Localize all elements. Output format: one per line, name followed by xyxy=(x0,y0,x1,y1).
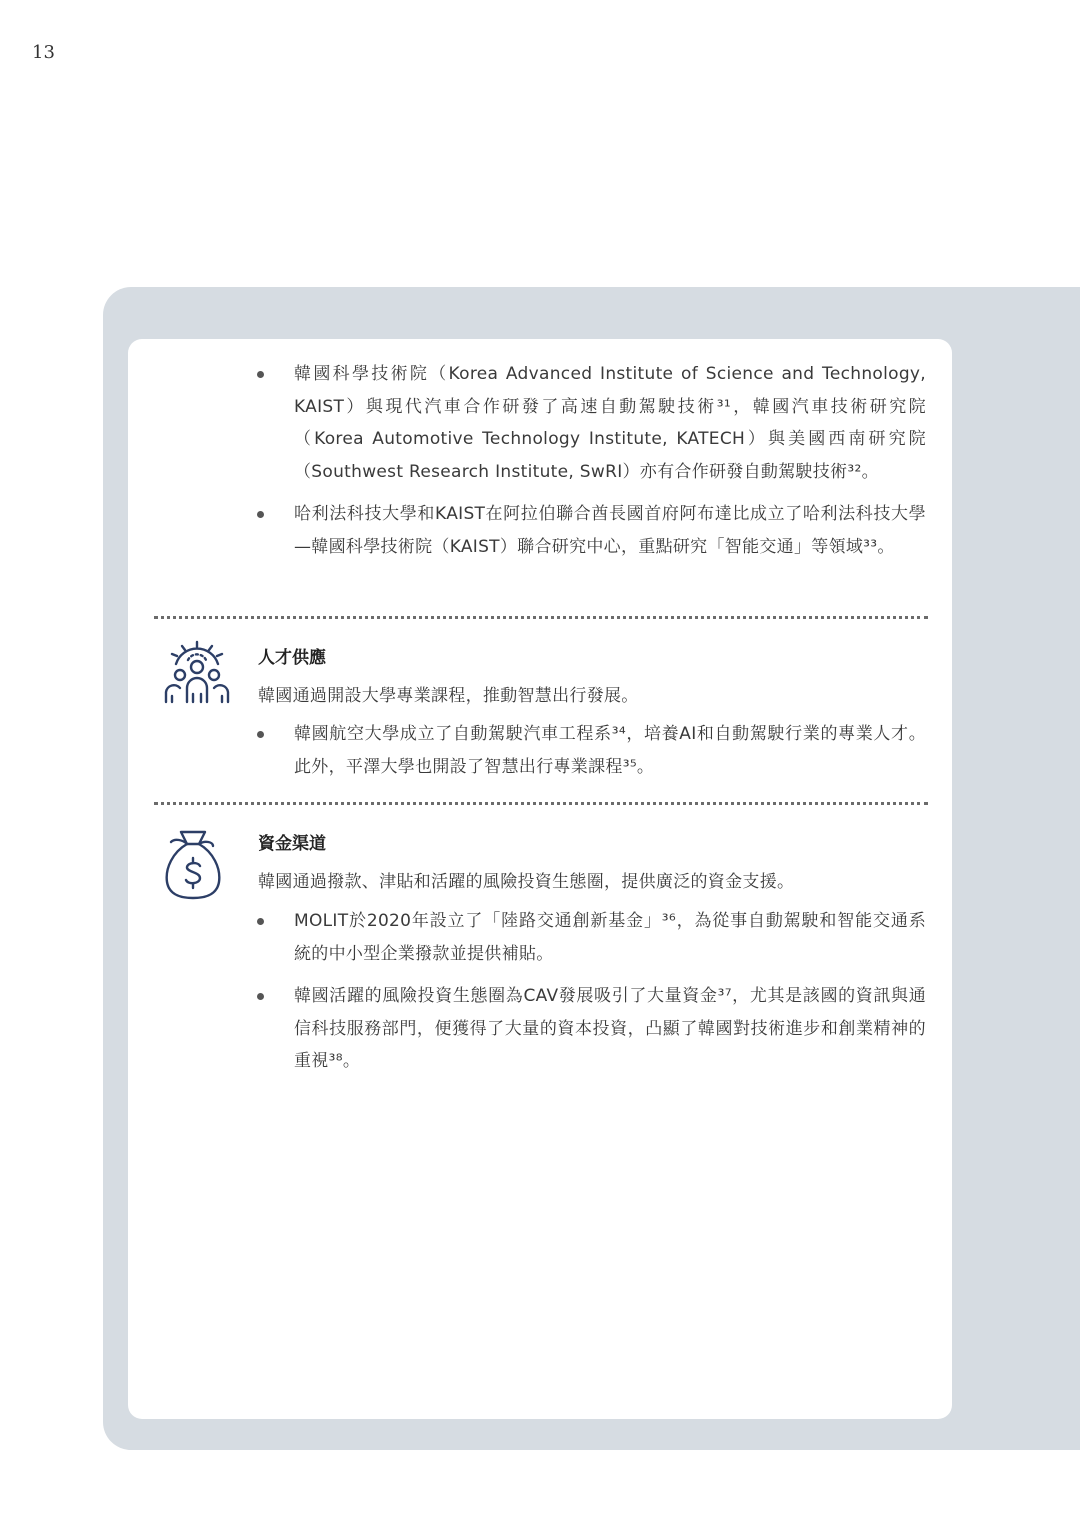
bullet-text: MOLIT於2020年設立了「陸路交通創新基金」³⁶，為從事自動駕駛和智能交通系統的中小型企業撥款並提供補貼。 xyxy=(294,911,926,964)
list-item xyxy=(256,905,926,970)
bullet-text: 韓國科學技術院（Korea Advanced Institute of Science and Technology, KAIST）與現代汽車合作研發了高速自動駕駛技術³¹，韓國汽車技術研究院（Korea Automotive Technology Institute, KATECH）與美國西南研究院（Southwest Research Institute, SwRI）亦有合作研發自動駕駛技術³²。 xyxy=(294,364,926,482)
bullet-text: 哈利法科技大學和KAIST在阿拉伯聯合酋長國首府阿布達比成立了哈利法科技大學—韓國科學技術院（KAIST）聯合研究中心，重點研究「智能交通」等領域³³。 xyxy=(294,504,926,557)
page-number: 13 xyxy=(32,42,55,63)
section-title-funding: 資金渠道 xyxy=(258,834,326,854)
bullet-dot xyxy=(257,731,264,738)
list-item xyxy=(256,358,926,488)
list-item xyxy=(256,980,926,1078)
funding-bullet-list xyxy=(256,905,926,1078)
money-bag-icon xyxy=(163,828,223,904)
people-gear-icon xyxy=(162,640,232,710)
bullet-dot xyxy=(257,511,264,518)
section-intro-funding: 韓國通過撥款、津貼和活躍的風險投資生態圈，提供廣泛的資金支援。 xyxy=(258,872,795,892)
bullet-dot xyxy=(257,371,264,378)
bullet-text: 韓國航空大學成立了自動駕駛汽車工程系³⁴，培養AI和自動駕駛行業的專業人才。此外，平澤大學也開設了智慧出行專業課程³⁵。 xyxy=(294,724,926,777)
talent-bullet-list xyxy=(256,718,926,783)
bullet-dot xyxy=(257,918,264,925)
dotted-separator xyxy=(154,802,928,805)
section-intro-talent: 韓國通過開設大學專業課程，推動智慧出行發展。 xyxy=(258,686,639,706)
section-title-talent: 人才供應 xyxy=(258,648,326,668)
list-item xyxy=(256,498,926,563)
top-bullet-list xyxy=(256,358,926,563)
dotted-separator xyxy=(154,616,928,619)
bullet-text: 韓國活躍的風險投資生態圈為CAV發展吸引了大量資金³⁷，尤其是該國的資訊與通信科技服務部門，便獲得了大量的資本投資，凸顯了韓國對技術進步和創業精神的重視³⁸。 xyxy=(294,986,926,1071)
list-item xyxy=(256,718,926,783)
bullet-dot xyxy=(257,993,264,1000)
